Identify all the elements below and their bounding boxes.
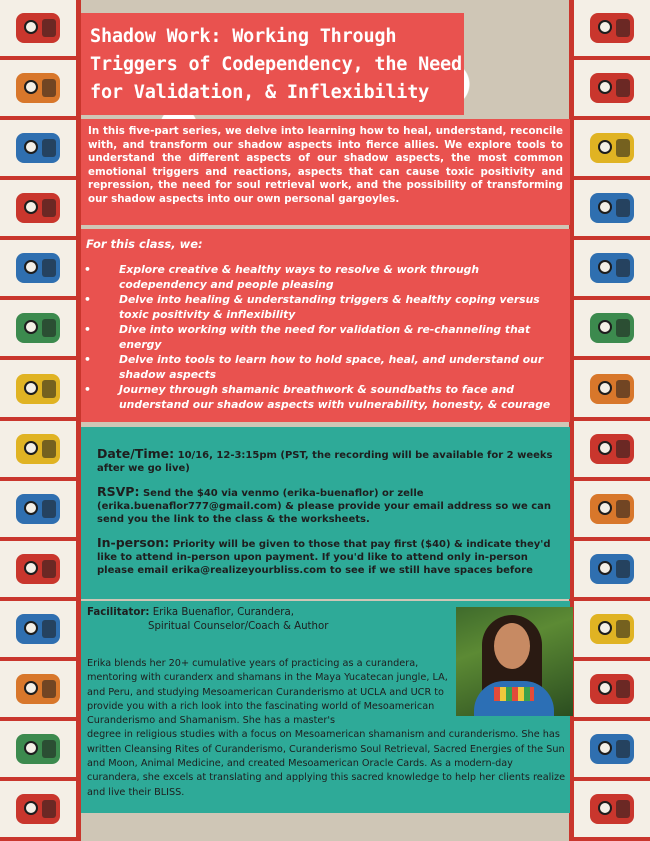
- glyph-tile: [0, 240, 76, 300]
- facilitator-panel: [81, 601, 570, 813]
- right-glyph-border: [569, 0, 650, 841]
- bullet-icon: •: [84, 383, 91, 396]
- list-item: [81, 263, 570, 292]
- rsvp-text: Send the $40 via venmo (erika-buenaflor) or zelle (erika.buenaflor777@gmail.com) & please provide your email address so we can send you the link to the class & the worksheets.: [97, 488, 552, 525]
- details-panel: [81, 427, 570, 599]
- aztec-glyph-icon: [16, 554, 60, 584]
- aztec-glyph-icon: [16, 13, 60, 43]
- list-item: [81, 323, 570, 352]
- aztec-glyph-icon: [16, 794, 60, 824]
- list-item: [81, 293, 570, 322]
- rsvp-info: [97, 485, 562, 526]
- facilitator-title: Spiritual Counselor/Coach & Author: [148, 621, 329, 632]
- glyph-tile: [574, 421, 650, 481]
- aztec-glyph-icon: [590, 253, 634, 283]
- glyph-tile: [0, 661, 76, 721]
- aztec-glyph-icon: [16, 73, 60, 103]
- aztec-glyph-icon: [16, 133, 60, 163]
- facilitator-name: Erika Buenaflor, Curandera,: [152, 607, 294, 618]
- bullet-icon: •: [84, 353, 91, 366]
- list-item-text: Delve into healing & understanding triggers & healthy coping versus toxic positivity & inflexibility: [119, 293, 540, 321]
- glyph-tile: [0, 60, 76, 120]
- glyph-tile: [0, 0, 76, 60]
- glyph-tile: [574, 240, 650, 300]
- glyph-tile: [574, 481, 650, 541]
- in-person-info: [97, 536, 562, 577]
- aztec-glyph-icon: [16, 253, 60, 283]
- aztec-glyph-icon: [16, 434, 60, 464]
- glyph-tile: [0, 300, 76, 360]
- glyph-tile: [0, 481, 76, 541]
- aztec-glyph-icon: [16, 313, 60, 343]
- intro-panel: [81, 119, 570, 225]
- aztec-glyph-icon: [16, 374, 60, 404]
- glyph-tile: [574, 601, 650, 661]
- list-item-text: Journey through shamanic breathwork & soundbaths to face and understand our shadow aspects with vulnerability, honesty, & courage: [119, 383, 551, 411]
- glyph-tile: [574, 60, 650, 120]
- aztec-glyph-icon: [590, 193, 634, 223]
- glyph-tile: [0, 541, 76, 601]
- aztec-glyph-icon: [16, 193, 60, 223]
- aztec-glyph-icon: [590, 674, 634, 704]
- list-item: [81, 383, 570, 412]
- glyph-tile: [0, 180, 76, 240]
- class-panel: [81, 229, 570, 422]
- glyph-tile: [574, 661, 650, 721]
- aztec-glyph-icon: [590, 13, 634, 43]
- bullet-icon: •: [84, 293, 91, 306]
- facilitator-heading: [87, 606, 447, 634]
- glyph-tile: [0, 421, 76, 481]
- glyph-tile: [0, 781, 76, 841]
- bullet-icon: •: [84, 323, 91, 336]
- aztec-glyph-icon: [590, 73, 634, 103]
- glyph-tile: [0, 601, 76, 661]
- glyph-tile: [574, 721, 650, 781]
- aztec-glyph-icon: [590, 554, 634, 584]
- aztec-glyph-icon: [590, 434, 634, 464]
- in-person-text: Priority will be given to those that pay first ($40) & indicate they'd like to attend in-person upon payment. If you'd like to attend only in-person please email erika@realizeyourbliss.com to see if we still have spaces before: [97, 539, 551, 576]
- aztec-glyph-icon: [16, 734, 60, 764]
- date-time-info: [97, 447, 562, 475]
- glyph-tile: [574, 300, 650, 360]
- bio-text-narrow: Erika blends her 20+ cumulative years of practicing as a curandera, mentoring with curanderx and shamans in the Maya Yucatecan jungle, LA, and Peru, and studying Mesoamerican Curanderismo at UCLA and UCR to provide you with a rich look into the fascinating world of Mesoamerican Curanderismo and Shamanism. She has a master's: [87, 658, 448, 727]
- list-item-text: Dive into working with the need for validation & re-channeling that energy: [119, 323, 531, 351]
- glyph-tile: [0, 120, 76, 180]
- rsvp-label: RSVP:: [97, 484, 140, 499]
- aztec-glyph-icon: [590, 794, 634, 824]
- glyph-tile: [0, 721, 76, 781]
- bullet-icon: •: [84, 263, 91, 276]
- aztec-glyph-icon: [590, 494, 634, 524]
- glyph-tile: [574, 541, 650, 601]
- aztec-glyph-icon: [16, 494, 60, 524]
- date-time-text: 10/16, 12-3:15pm (PST, the recording will be available for 2 weeks after we go live): [97, 450, 553, 474]
- aztec-glyph-icon: [16, 614, 60, 644]
- left-glyph-border: [0, 0, 81, 841]
- facilitator-bio: [87, 657, 567, 800]
- in-person-label: In-person:: [97, 535, 170, 550]
- bio-text-wide: degree in religious studies with a focus on Mesoamerican shamanism and curanderismo. She has written Cleansing Rites of Curanderismo, Curanderismo Soul Retrieval, Sacred Energies of the Sun and Moon, Animal Medicine, and created Mesoamerican Oracle Cards. As a modern-day curandera, she excels at translating and applying this sacred knowledge to help her clients realize and live their BLISS.: [87, 729, 566, 798]
- aztec-glyph-icon: [590, 374, 634, 404]
- class-heading: For this class, we:: [86, 237, 203, 251]
- glyph-tile: [574, 360, 650, 420]
- glyph-tile: [0, 360, 76, 420]
- glyph-tile: [574, 180, 650, 240]
- title-panel: [81, 13, 464, 115]
- aztec-glyph-icon: [16, 674, 60, 704]
- facilitator-label: Facilitator:: [87, 607, 150, 618]
- page-title: Shadow Work: Working Through Triggers of Codependency, the Need for Validation, & Inflexibility: [90, 26, 462, 103]
- aztec-glyph-icon: [590, 313, 634, 343]
- aztec-glyph-icon: [590, 734, 634, 764]
- list-item-text: Explore creative & healthy ways to resolve & work through codependency and people pleasing: [119, 263, 480, 291]
- class-list: [81, 263, 570, 412]
- list-item: [81, 353, 570, 382]
- intro-paragraph: In this five-part series, we delve into learning how to heal, understand, reconcile with, and transform our shadow aspects into fierce allies. We explore tools to understand the different aspects of our shadow aspects, the most common emotional triggers and reactions, aspects that can cause toxic positivity and repression, the need for soul retrieval work, and the possibility of transforming our shadow aspects into our own personal gargoyles.: [88, 125, 563, 205]
- list-item-text: Delve into tools to learn how to hold space, heal, and understand our shadow aspects: [119, 353, 544, 381]
- date-time-label: Date/Time:: [97, 446, 175, 461]
- glyph-tile: [574, 0, 650, 60]
- aztec-glyph-icon: [590, 133, 634, 163]
- aztec-glyph-icon: [590, 614, 634, 644]
- glyph-tile: [574, 781, 650, 841]
- glyph-tile: [574, 120, 650, 180]
